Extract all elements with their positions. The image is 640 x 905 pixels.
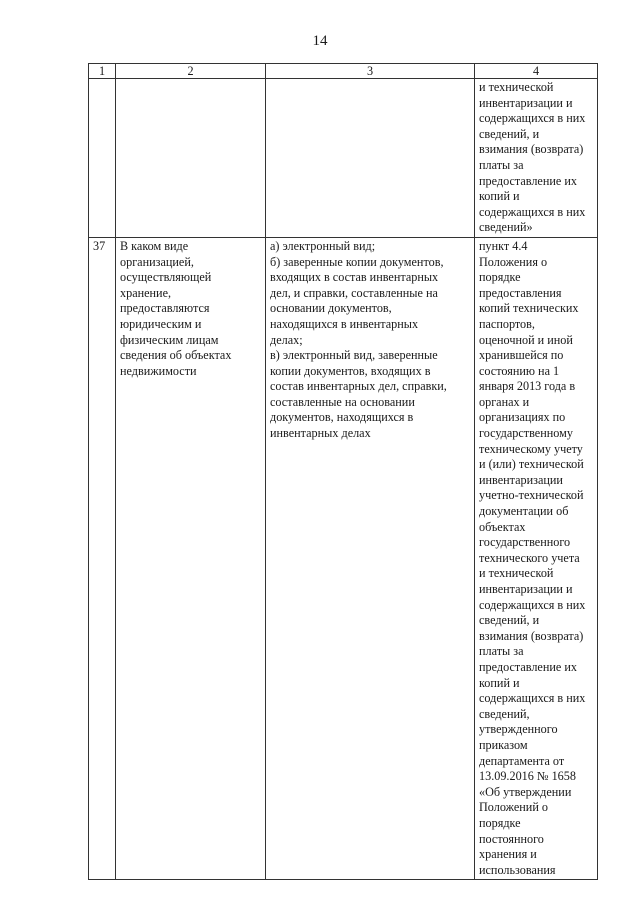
header-col-1: 1 (89, 64, 116, 79)
header-col-3: 3 (266, 64, 475, 79)
page-number: 14 (312, 33, 328, 49)
header-col-4: 4 (475, 64, 598, 79)
header-col-2: 2 (116, 64, 266, 79)
table-row-continued (89, 79, 598, 238)
cell-number: 37 (89, 237, 116, 879)
table-header-row (89, 64, 598, 79)
table-row-37 (89, 237, 598, 879)
cell-answer: а) электронный вид; б) заверенные копии документов, входящих в состав инвентарных дел, и справки, составленные на основании документов, находящихся в инвентарных делах; в) электронный вид, заверенные копии документов, входящих в состав инвентарных дел, справки, составленные на основании документов, находящихся в инвентарных делах (266, 237, 475, 879)
cell-reference: пункт 4.4 Положения о порядке предоставления копий технических паспортов, оценочной и иной хранившейся по состоянию на 1 января 2013 года в органах и организациях по государственному техническому учету и (или) технической инвентаризации учетно-технической документации об объектах государственного технического учета и технической инвентаризации и содержащихся в них сведений, и взимания (возврата) платы за предоставление их копий и содержащихся в них сведений, утвержденного приказом департамента от 13.09.2016 № 1658 «Об утверждении Положений о порядке постоянного хранения и использования (475, 237, 598, 879)
cell-reference: и технической инвентаризации и содержащихся в них сведений, и взимания (возврата) платы за предоставление их копий и содержащихся в них сведений» (475, 79, 598, 238)
cell-number (89, 79, 116, 238)
document-table (88, 63, 598, 880)
cell-question: В каком виде организацией, осуществляющей хранение, предоставляются юридическим и физическим лицам сведения об объектах недвижимости (116, 237, 266, 879)
cell-answer (266, 79, 475, 238)
cell-question (116, 79, 266, 238)
